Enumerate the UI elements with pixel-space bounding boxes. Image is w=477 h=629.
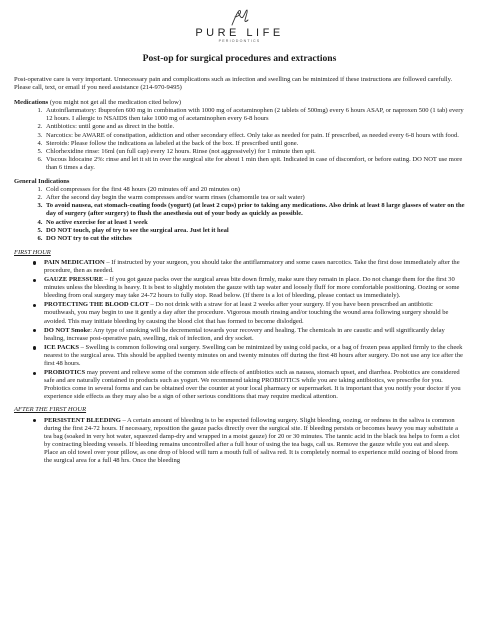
intro-paragraph: Post-operative care is very important. Unnecessary pain and complications such as infection and swelling can be minimized if these instructions are followed carefully. Please call, text, or email if you need assistance (214-970-9495)	[14, 76, 453, 92]
item-label: PROBIOTICS	[44, 369, 86, 377]
after-first-hour-item	[32, 417, 465, 466]
general-indication-item: 4. No active exercise for at least 1 week	[44, 219, 465, 227]
item-label: DO NOT Smoke	[44, 326, 91, 334]
medication-item: 2. Antibiotics: until gone and as direct in the bottle.	[44, 123, 465, 131]
medications-heading	[14, 99, 465, 107]
general-indication-item: 5. DO NOT touch, play of try to see the surgical area. Just let it heal	[44, 227, 465, 235]
medications-heading-note: (you might not get all the medication cited below)	[48, 99, 182, 107]
first-hour-item	[32, 327, 465, 343]
general-indication-item: 1. Cold compresses for the first 48 hours (20 minutes off and 20 minutes on)	[44, 186, 465, 194]
first-hour-list	[14, 259, 465, 402]
first-hour-item	[32, 301, 465, 325]
first-hour-item	[32, 259, 465, 275]
general-indications-heading: General Indications	[14, 178, 70, 186]
general-indication-item: 6. DO NOT try to cut the stitches	[44, 235, 465, 243]
item-label: GAUZE PRESSURE	[44, 276, 104, 284]
item-text: : Any type of smoking will be decremental towards your recovery and healing. The chemicals in are caustic and will significantly delay healing, increase post-operative pain, swelling, risk of infection, and dry socket.	[44, 326, 445, 342]
after-first-hour-list	[14, 417, 465, 466]
item-text: – Swelling is common following oral surgery. Swelling can be minimized by using cold packs, or a bag of frozen peas applied firmly to the cheek nearest to the surgical area. This should be applied twenty minutes on and twenty minutes off during the first 48 hours after surgery. Do not use any ice after the first 48 hours.	[44, 343, 463, 367]
after-first-hour-heading: AFTER THE FIRST HOUR	[14, 406, 87, 414]
medication-item: 5. Chlorhexidine rinse: 16ml (un full cap) every 12 hours. Rinse (not aggressively) for 1 minute then spit.	[44, 148, 465, 156]
medication-item: 3. Narcotics: be AWARE of constipation, addiction and other secondary effect. Only take as needed for pain. If prescribed, as needed every 6-8 hours with food.	[44, 132, 465, 140]
medication-item: 4. Steroids: Please follow the indications as labeled at the back of the box. If prescribed until gone.	[44, 140, 465, 148]
medications-heading-label: Medications	[14, 99, 49, 107]
item-label: ICE PACKS	[44, 343, 79, 351]
general-indications-list	[14, 186, 465, 243]
medication-item: 6. Viscous lidocaine 2%: rinse and let it sit in over the surgical site for about 1 min then spit. Indicated in case of discomfort, or before eating. DO NOT use more than 6 times a day.	[44, 156, 465, 172]
item-text: – A certain amount of bleeding is to be expected following surgery. Slight bleeding, oozing, or redness in the saliva is common during the first 24-72 hours. If necessary, reposition the gauze packs directly over the surgical site. If bleeding persists or becomes heavy you may substitute a tea bag (soaked in very hot water, squeezed damp-dry and wrapped in a moist gauze) for 20 or 30 minutes. The tannic acid in the black tea helps to form a clot by contracting bleeding vessels. If bleeding remains uncontrolled after a full hour of using the tea bags, call us. Remove the gauze while you eat and sleep. Place an old towel over your pillow, as one drop of blood will turn a mouth full of saliva red. It is completely normal to experience mild oozing of blood from the surgical area for a full 48 hrs. Once the bleeding	[44, 416, 460, 465]
logo-tagline: PERIODONTICS	[218, 39, 261, 43]
practice-logo	[14, 0, 465, 43]
logo-monogram-icon	[225, 8, 255, 28]
general-indication-item: 2. After the second day begin the warm compresses and/or warm rinses (chamomile tea or salt water)	[44, 194, 465, 202]
item-label: PROTECTING THE BLOOD CLOT	[44, 301, 149, 309]
medication-item: 1. Autoinflammatory: Ibuprofen 600 mg in combination with 1000 mg of acetaminophen (2 tablets of 500mg) every 6 hours ASAP, or naproxen 500 (1 tab) every 12 hours. I allergic to NSAIDS then take 1000 mg of acetaminophen every 6-8 hours	[44, 107, 465, 123]
item-label: PAIN MEDICATION	[44, 258, 105, 266]
item-label: PERSISTENT BLEEDING	[44, 416, 121, 424]
item-text: – If you got gauze packs over the surgical areas bite down firmly, make sure they remain in place. Do not change them for the first 30 minutes unless the bleeding is heavy. It is best to slightly moisten the gauze with tap water and loosely fluff for more comfortable positioning. Oozing or some bleeding from oral surgery may take 24-72 hours to fully stop. Read below. (If there is a lot of bleeding, please contact us immediately).	[44, 276, 460, 300]
page-title: Post-op for surgical procedures and extractions	[142, 53, 337, 64]
first-hour-item	[32, 344, 465, 368]
item-text: – Do not drink with a straw for at least 2 weeks after your surgery. If you have been prescribed an antibiotic mouthwash, you may begin to use it gently a day after the procedure. Vigorous mouth rinsing and/or touching the wound area following surgery should be avoided. This may initiate bleeding by causing the blood clot that has formed to become dislodged.	[44, 301, 449, 325]
item-text: may prevent and relieve some of the common side effects of antibiotics such as nausea, stomach upset, and diarrhea. Probiotics are considered safe and are naturally contained in products such as yogurt. We recommend taking PROBIOTICS while you are taking antibiotics, we prescribe for you. Probiotics come in several forms and can be obtained over the counter at your local pharmacy or supermarket. It is important that you notify your doctor if you experience side effects as they may also be a sign of other serious conditions that may require medical attention.	[44, 369, 461, 401]
item-text: – If instructed by your surgeon, you should take the antiflammatory and some cases narcotics. Take the first dose immediately after the procedure, then as needed.	[44, 258, 460, 274]
first-hour-item	[32, 369, 465, 401]
logo-wordmark: PURE LIFE	[195, 27, 284, 39]
medications-list	[14, 107, 465, 172]
first-hour-heading: FIRST HOUR	[14, 248, 51, 256]
general-indication-item: 3. To avoid nausea, eat stomach-coating foods (yogurt) (at least 2 cups) prior to taking any medications. Also drink at least 8 large glasses of water on the day of surgery (after surgery) to flush the anesthesia out of your body as quickly as possible.	[44, 202, 465, 218]
first-hour-item	[32, 276, 465, 300]
